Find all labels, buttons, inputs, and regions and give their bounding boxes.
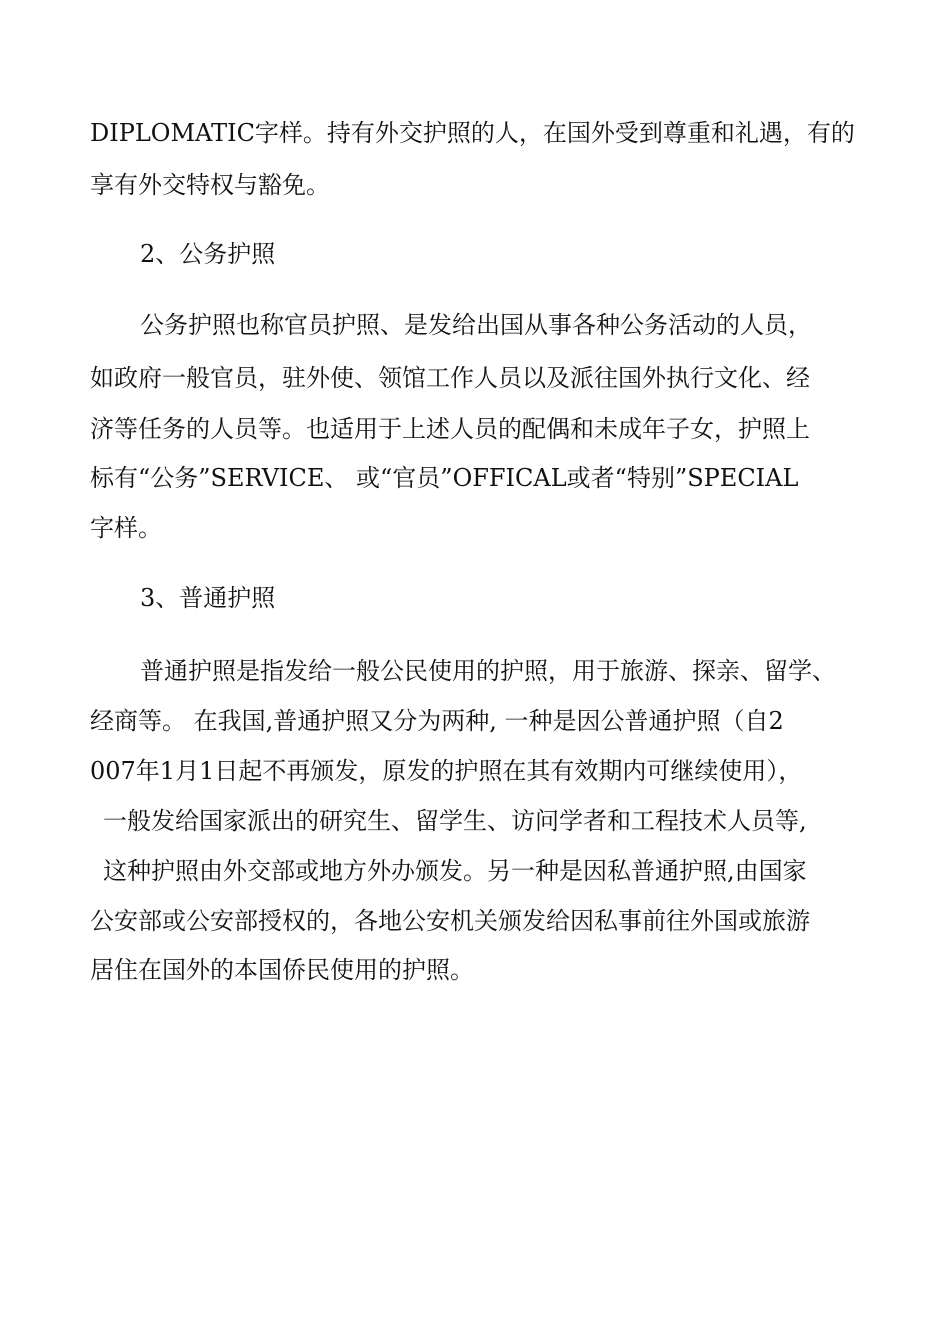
section-heading: 2、公务护照 — [140, 240, 276, 268]
body-text-line: 字样。 — [90, 514, 162, 542]
body-text-line: 普通护照是指发给一般公民使用的护照，用于旅游、探亲、留学、 — [140, 657, 836, 685]
body-text-line: DIPLOMATIC字样。持有外交护照的人，在国外受到尊重和礼遇，有的 — [90, 119, 855, 147]
body-text-line: 居住在国外的本国侨民使用的护照。 — [90, 956, 474, 984]
body-text-line: 标有“公务”SERVICE、 或“官员”OFFICAL或者“特别”SPECIAL — [90, 464, 799, 492]
body-text-line: 一般发给国家派出的研究生、留学生、访问学者和工程技术人员等, — [103, 807, 807, 835]
body-text-line: 济等任务的人员等。也适用于上述人员的配偶和未成年子女，护照上 — [90, 415, 810, 443]
section-heading: 3、普通护照 — [140, 584, 276, 612]
body-text-line: 这种护照由外交部或地方外办颁发。另一种是因私普通护照,由国家 — [103, 857, 807, 885]
body-text-line: 如政府一般官员，驻外使、领馆工作人员以及派往国外执行文化、经 — [90, 364, 810, 392]
body-text-line: 公务护照也称官员护照、是发给出国从事各种公务活动的人员， — [140, 311, 812, 339]
body-text-line: 享有外交特权与豁免。 — [90, 171, 330, 199]
body-text-line: 007年1月1日起不再颁发，原发的护照在其有效期内可继续使用）， — [90, 757, 803, 785]
body-text-line: 公安部或公安部授权的，各地公安机关颁发给因私事前往外国或旅游 — [90, 907, 810, 935]
body-text-line: 经商等。 在我国,普通护照又分为两种, 一种是因公普通护照（自2 — [90, 707, 784, 735]
